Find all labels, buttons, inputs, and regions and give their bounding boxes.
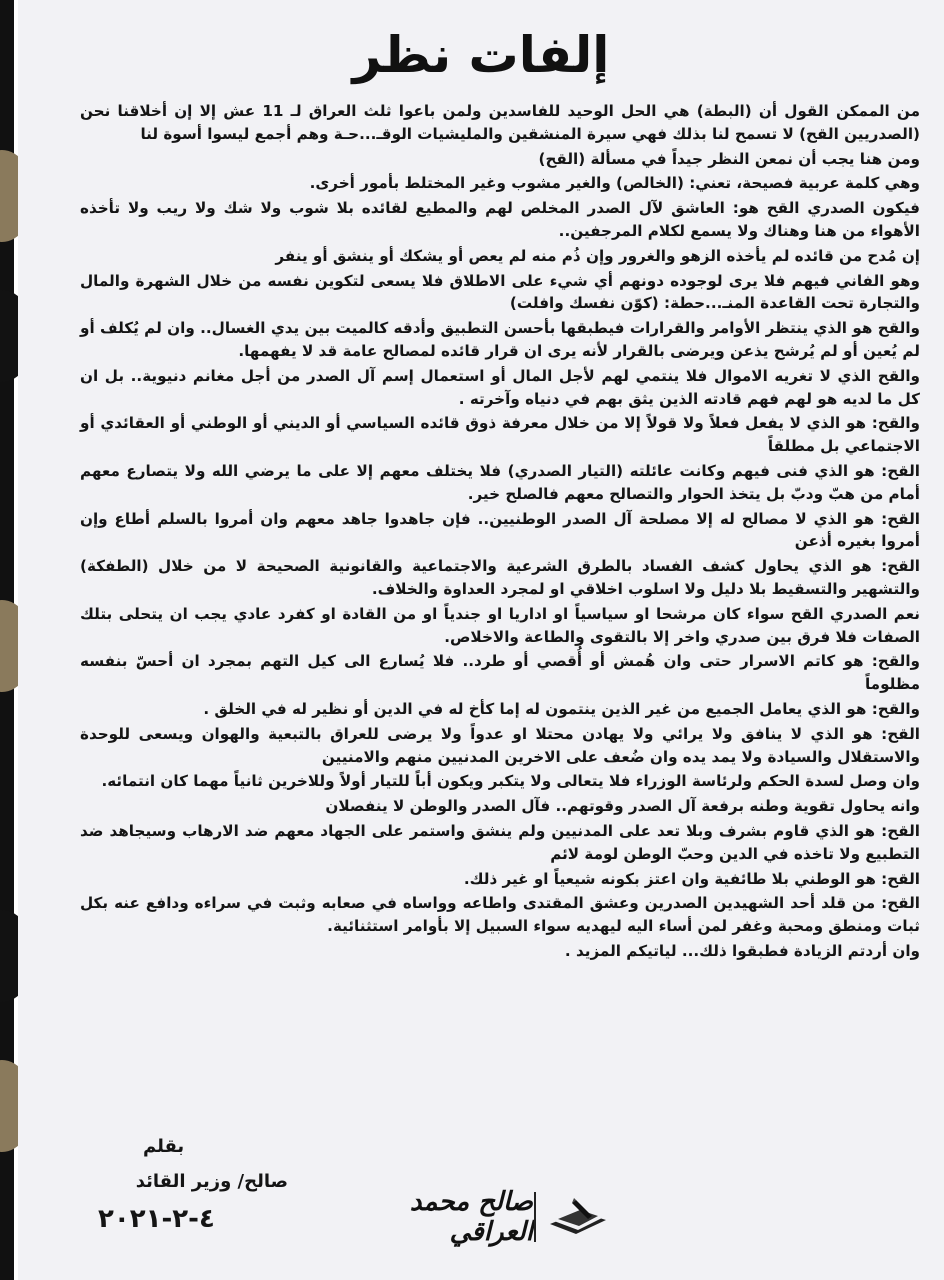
paragraph: القح: من قلد أحد الشهيدين الصدرين وعشق المقتدى واطاعه وواساه في صعابه وثبت في سراءه ودافع عنه بكل ثبات ومنطق ومحبة وغفر لمن أساء اليه ليهديه سواء السبيل إلا بأوامر استثنائية. [80, 894, 920, 936]
logo-divider [534, 1192, 536, 1242]
pen-book-logo-icon [546, 1194, 610, 1238]
document-page [18, 0, 944, 1280]
paragraph: القح: هو الذي لا ينافق ولا يرائي ولا يهادن محتلا او عدواً ولا يرضى للعراق بالتبعية والهوان ويسعى للوحدة والاستقلال والسيادة ولا يمد يده وان ضُعف على الاخرين المدنيين منهم والامنيين [80, 724, 920, 766]
paragraph: القح: هو الذي يحاول كشف الفساد بالطرق الشرعية والاجتماعية والقانونية الصحيحة لا من خلال (الطفكة) والتشهير والتسقيط بلا دليل ولا اسلوب اخلاقي او لمجرد العداوة والخلاف. [80, 557, 920, 598]
article-body [80, 100, 920, 965]
paragraph: وان وصل لسدة الحكم ولرئاسة الوزراء فلا يتعالى ولا يتكبر ويكون أباً للتيار أولاً وللاخرين ثانياً مهما كان انتمائه. [101, 772, 920, 791]
paragraph: فيكون الصدري القح هو: العاشق لآل الصدر المخلص لهم والمطيع لقائده بلا شوب ولا شك ولا ريب ولا تأخذه الأهواء من هنا وهناك ولا يسمع لكلام المرجفين.. [80, 199, 920, 240]
signature-by: بقلم [143, 1136, 185, 1157]
paragraph: وانه يحاول تقوية وطنه برفعة آل الصدر وقوتهم.. فآل الصدر والوطن لا ينفصلان [325, 797, 920, 816]
paragraph: من الممكن القول أن (البطة) هي الحل الوحيد للفاسدين ولمن باعوا ثلث العراق لـ 11 عش إلا إن أخلاقنا نحن (الصدريين القح) لا تسمح لنا بذلك فهي سيرة المنشقين والمليشيات الوقـ...حـة وهم أجمع ليسوا أسوة لنا [80, 102, 920, 143]
paragraph: والقح: هو كاتم الاسرار حتى وان هُمش أو أُقصي أو طرد.. فلا يُسارع الى كيل التهم بمجرد ان أحسّ بنفسه مظلوماً [80, 652, 920, 694]
paragraph: القح: هو الذي فنى فيهم وكانت عائلته (التيار الصدري) فلا يختلف معهم إلا على ما يرضي الله ولا يتصارع معهم أمام من هبّ ودبّ بل يتخذ الحوار والتصالح معهم فالصلح خير. [80, 461, 920, 503]
paragraph: ومن هنا يجب أن نمعن النظر جيداً في مسألة (القح) [538, 149, 920, 168]
paragraph: إن مُدح من قائده لم يأخذه الزهو والغرور وإن ذُم منه لم يعص أو يشكك أو ينشق أو ينفر [275, 246, 920, 265]
calligraphy-signature: صالح محمد العراقي [409, 1187, 533, 1247]
paragraph: وان أردتم الزيادة فطبقوا ذلك... لياتيكم المزيد . [564, 941, 920, 960]
paragraph: وهو الفاني فيهم فلا يرى لوجوده دونهم أي شيء على الاطلاق فلا يسعى لتكوين نفسه من خلال الشهرة والمال والتجارة تحت القاعدة المنـ...حطة: (كوّن نفسك وافلت) [80, 271, 920, 313]
paragraph: والقح الذي لا تغريه الاموال فلا ينتمي لهم لأجل المال أو استعمال إسم آل الصدر من أجل مغانم دنيوية.. بل ان كل ما لديه هو لهم فهم قادته الذين يثق بهم في دنياه وآخرته . [80, 366, 920, 408]
paragraph: وهي كلمة عربية فصيحة، تعني: (الخالص) والغير مشوب وغير المختلط بأمور أخرى. [309, 174, 920, 193]
paragraph: القح: هو الوطني بلا طائفية وان اعتز بكونه شيعياً او غير ذلك. [463, 869, 920, 888]
paragraph: القح: هو الذي قاوم بشرف وبلا تعد على المدنيين ولم ينشق واستمر على الجهاد معهم ضد الارهاب وسيجاهد ضد التطبيع ولا تاخذه في الدين وحبّ الوطن لومة لائم [80, 821, 920, 863]
paragraph: والقح: هو الذي يعامل الجميع من غير الذين ينتمون له إما كأخ له في الدين أو نظير له في الخلق . [203, 699, 920, 718]
paragraph: القح: هو الذي لا مصالح له إلا مصلحة آل الصدر الوطنيين.. فإن جاهدوا جاهد معهم وان أمروا بالسلم أطاع وإن أمروا بغيره أذعن [80, 509, 920, 551]
signature-date: ٤-٢-٢٠٢١ [98, 1204, 215, 1234]
page-title: إلفات نظر [352, 26, 610, 84]
paragraph: والقح: هو الذي لا يفعل فعلاً ولا قولاً إلا من خلال معرفة ذوق قائده السياسي أو الديني أو الوطني أو العقائدي أو الاجتماعي بل مطلقاً [80, 414, 920, 456]
signature-block [88, 1136, 288, 1234]
paragraph: نعم الصدري القح سواء كان مرشحا او سياسياً او اداريا او جندياً او من القادة او كفرد عادي يجب ان يتحلى بتلك الصفات فلا فرق بين صدري واخر إلا بالتقوى والطاعة والاخلاص. [80, 604, 920, 646]
signature-name: صالح/ وزير القائد [135, 1171, 288, 1192]
paragraph: والقح هو الذي ينتظر الأوامر والقرارات فيطبقها بأحسن التطبيق وأدقه كالميت بين يدي الغسال.. وان لم يُكلف أو لم يُعين أو لم يُرشح يذعن ويرضى بالقرار لأنه يرى ان قرار قائده لمصالح عامة قد لا يفهمها. [80, 319, 920, 360]
